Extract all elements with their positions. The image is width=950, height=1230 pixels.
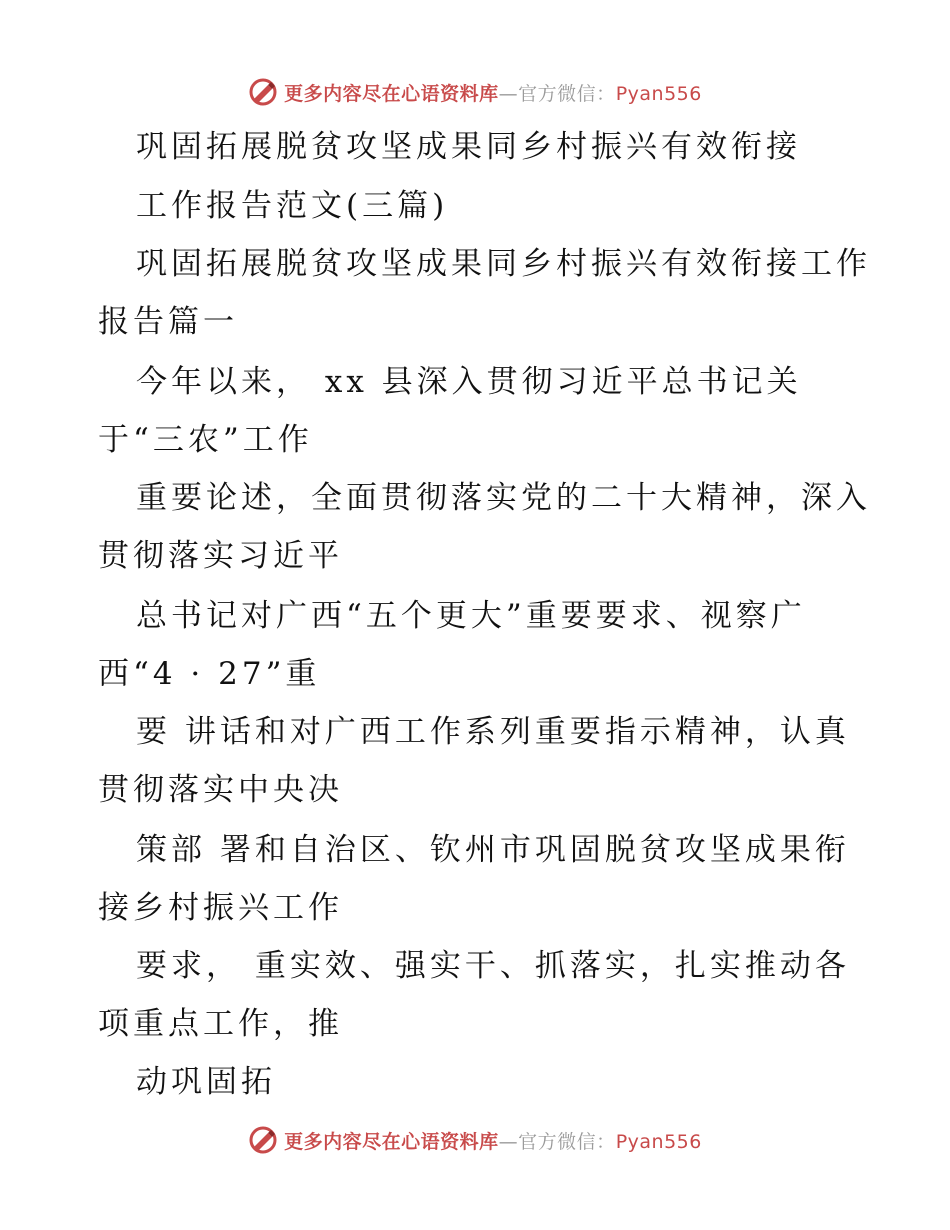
banner-separator: — [498,82,519,105]
paragraph-line: 总书记对广西“五个更大”重要要求、视察广 [136,598,806,634]
footer-banner [0,1120,950,1160]
paragraph-line: 重要论述，全面贯彻落实党的二十大精神，深入 [136,480,871,516]
banner-text [284,79,702,106]
banner-wechat-id: Pyan556 [615,82,702,105]
banner-main-text: 更多内容尽在心语资料库 [284,82,499,105]
banner-main-text: 更多内容尽在心语资料库 [284,1130,499,1153]
paragraph-line: 要 讲话和对广西工作系列重要指示精神，认真 [136,714,850,750]
paragraph-line: 要求， 重实效、强实干、抓落实，扎实推动各 [136,948,850,984]
paragraph-line: 西“4 · 27”重 [98,656,321,692]
banner-separator: — [498,1130,519,1153]
banner-wechat-label: 官方微信： [518,82,616,105]
document-title-line-2: 工作报告范文(三篇) [136,188,449,224]
section-heading-line-1: 巩固拓展脱贫攻坚成果同乡村振兴有效衔接工作 [136,246,871,282]
paragraph-line: 策部 署和自治区、钦州市巩固脱贫攻坚成果衔 [136,832,850,868]
paragraph-line: 贯彻落实习近平 [98,538,343,574]
paragraph-line: 于“三农”工作 [98,422,313,458]
pen-circle-logo-icon [248,1125,278,1155]
banner-wechat-label: 官方微信： [518,1130,616,1153]
pen-circle-logo-icon [248,77,278,107]
header-banner [0,72,950,112]
banner-text [284,1127,702,1154]
paragraph-line: 动巩固拓 [136,1064,276,1100]
document-title-line-1: 巩固拓展脱贫攻坚成果同乡村振兴有效衔接 [136,129,801,165]
paragraph-line: 贯彻落实中央决 [98,772,343,808]
paragraph-line: 今年以来， xx 县深入贯彻习近平总书记关 [136,364,802,400]
paragraph-line: 项重点工作，推 [98,1006,343,1042]
paragraph-line: 接乡村振兴工作 [98,890,343,926]
banner-wechat-id: Pyan556 [615,1130,702,1153]
section-heading-line-2: 报告篇一 [98,304,238,340]
